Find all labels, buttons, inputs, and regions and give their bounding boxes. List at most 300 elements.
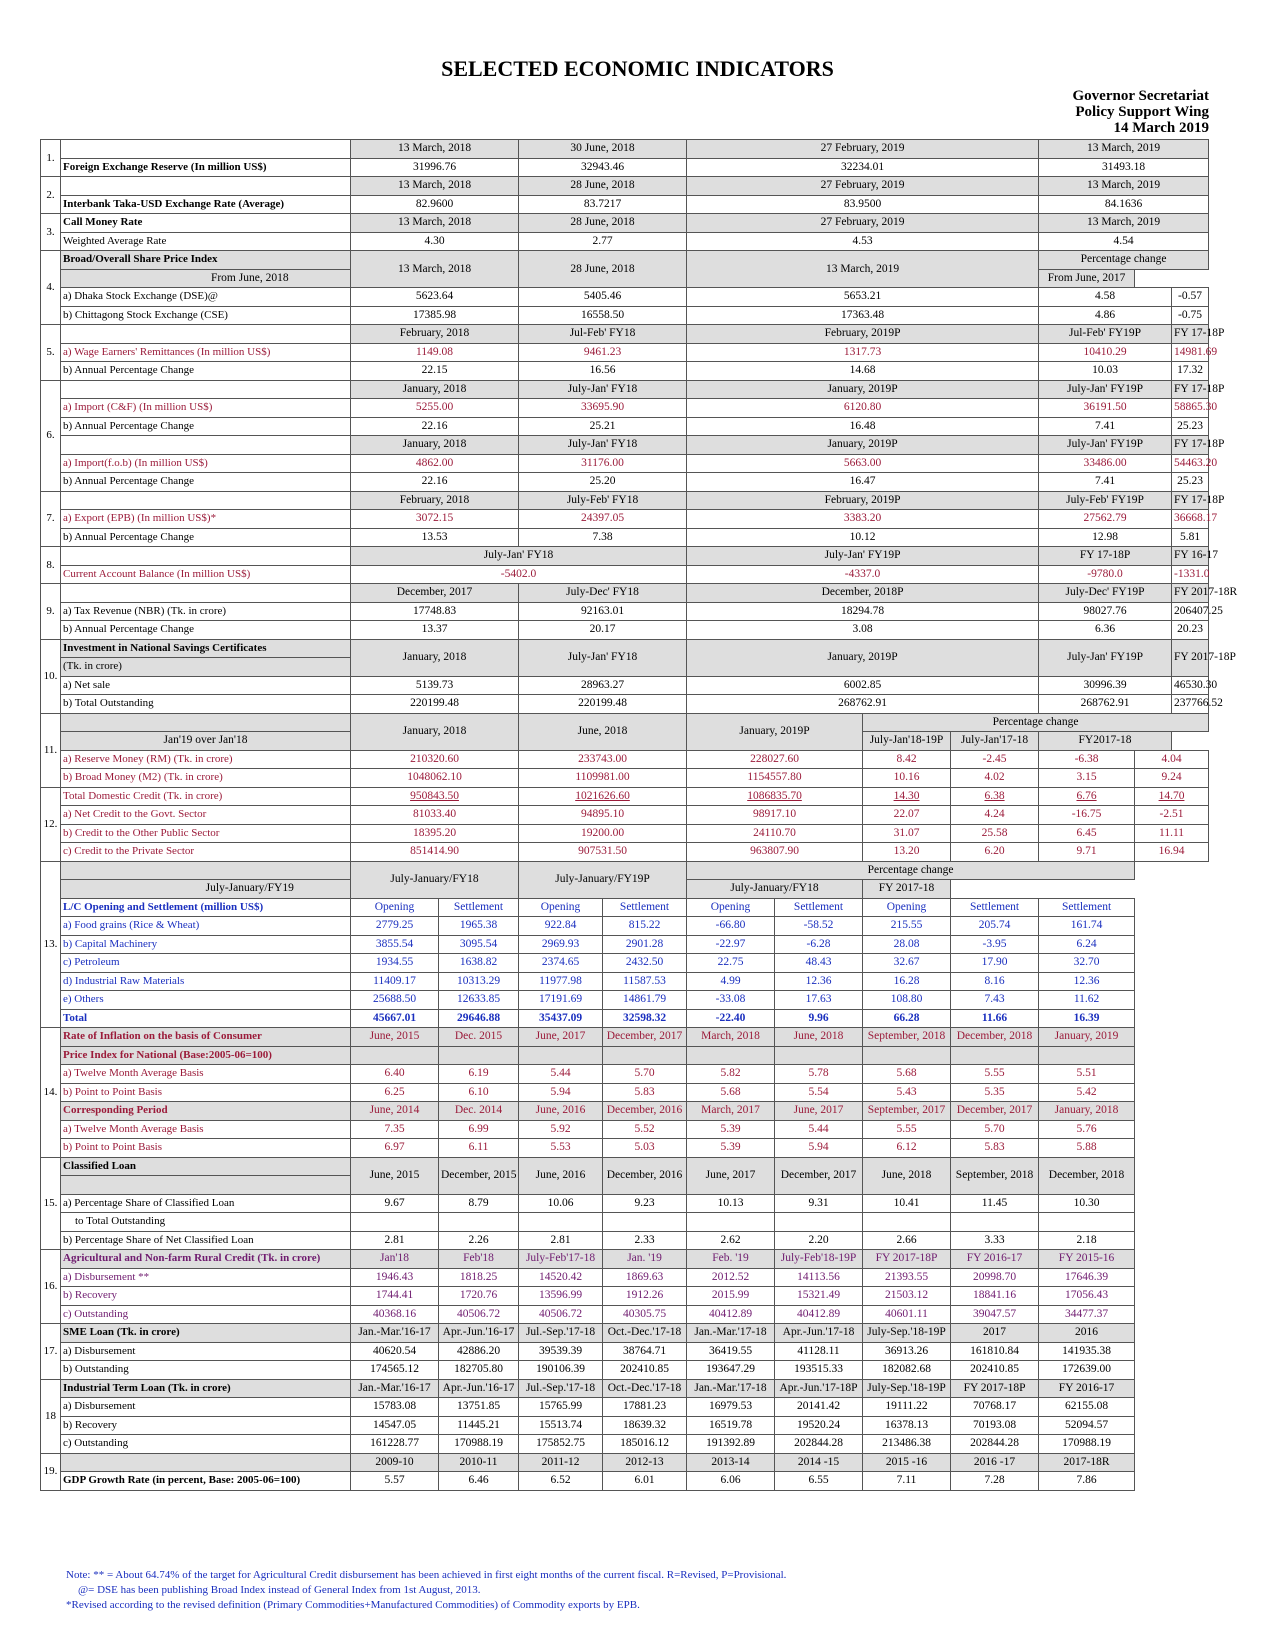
column-header: FY 2017-18P — [951, 1379, 1039, 1398]
table-cell: 170988.19 — [1039, 1435, 1135, 1454]
column-header: July-January/FY18 — [351, 861, 519, 898]
table-cell: 268762.91 — [1039, 695, 1172, 714]
table-cell: 815.22 — [603, 917, 687, 936]
table-cell: 31176.00 — [519, 454, 687, 473]
table-cell: 27562.79 — [1039, 510, 1172, 529]
table-cell: 5405.46 — [519, 288, 687, 307]
section-number: 19. — [41, 1453, 61, 1490]
table-cell: 5255.00 — [351, 399, 519, 418]
table-cell: 5.55 — [951, 1065, 1039, 1084]
column-header: 28 June, 2018 — [519, 214, 687, 233]
table-row — [41, 1157, 1209, 1176]
table-row — [41, 399, 1209, 418]
table-cell: 5.42 — [1039, 1083, 1135, 1102]
column-header: 2011-12 — [519, 1453, 603, 1472]
column-header: Dec. 2014 — [439, 1102, 519, 1121]
table-row — [41, 1268, 1209, 1287]
table-cell: 38764.71 — [603, 1342, 687, 1361]
row-label: to Total Outstanding — [61, 1213, 351, 1232]
table-cell: 182705.80 — [439, 1361, 519, 1380]
table-cell: 31.07 — [863, 824, 951, 843]
section-number: 18 — [41, 1379, 61, 1453]
table-cell: 2.33 — [603, 1231, 687, 1250]
issuer-line-1: Governor Secretariat — [1072, 88, 1209, 104]
row-label: b) Annual Percentage Change — [61, 621, 351, 640]
column-header: FY 2016-17 — [1039, 1379, 1135, 1398]
row-label: b) Recovery — [61, 1287, 351, 1306]
column-header: Percentage change — [1039, 251, 1209, 270]
column-header: Jan.-Mar.'16-17 — [351, 1379, 439, 1398]
table-cell: 2.20 — [775, 1231, 863, 1250]
table-cell: 52094.57 — [1039, 1416, 1135, 1435]
table-cell: 22.75 — [687, 954, 775, 973]
table-cell: 5.39 — [687, 1139, 775, 1158]
row-label: c) Outstanding — [61, 1435, 351, 1454]
table-row — [41, 1009, 1209, 1028]
column-header: February, 2018 — [351, 325, 519, 344]
row-label: a) Disbursement ** — [61, 1268, 351, 1287]
table-cell: 220199.48 — [351, 695, 519, 714]
note-1: Note: ** = About 64.74% of the target for Agricultural Credit disbursement has been achieved in first eight months of the current fiscal. R=Revised, P=Provisional. — [66, 1569, 787, 1581]
column-header: From June, 2017 — [1039, 269, 1135, 288]
table-cell: 36668.17 — [1172, 510, 1209, 529]
table-cell: 2015.99 — [687, 1287, 775, 1306]
table-cell: 6.38 — [951, 787, 1039, 806]
column-header: July-January/FY19P — [519, 861, 687, 898]
table-cell: 1317.73 — [687, 343, 1039, 362]
table-cell: 5.57 — [351, 1472, 439, 1491]
table-cell: 15783.08 — [351, 1398, 439, 1417]
table-cell: 1818.25 — [439, 1268, 519, 1287]
table-cell: 6.52 — [519, 1472, 603, 1491]
table-cell: 36419.55 — [687, 1342, 775, 1361]
column-header: FY 2017-18P — [863, 1250, 951, 1269]
column-header: 27 February, 2019 — [687, 214, 1039, 233]
column-header: September, 2018 — [951, 1157, 1039, 1194]
table-cell: 40368.16 — [351, 1305, 439, 1324]
table-cell: 16.56 — [519, 362, 687, 381]
row-label: Rate of Inflation on the basis of Consumer — [61, 1028, 351, 1047]
table-cell: 963807.90 — [687, 843, 863, 862]
row-label: c) Credit to the Private Sector — [61, 843, 351, 862]
table-cell: Opening — [351, 898, 439, 917]
indicators-table-body — [41, 140, 1238, 1491]
table-cell: 174565.12 — [351, 1361, 439, 1380]
table-cell: 922.84 — [519, 917, 603, 936]
table-cell: 5.70 — [603, 1065, 687, 1084]
table-cell: 6.11 — [439, 1139, 519, 1158]
column-header: 13 March, 2019 — [687, 251, 1039, 288]
table-cell: 185016.12 — [603, 1435, 687, 1454]
table-row — [41, 602, 1209, 621]
section-number: 11. — [41, 713, 61, 787]
table-cell: 30996.39 — [1039, 676, 1172, 695]
column-header: July-Jan'18-19P — [863, 732, 951, 751]
table-cell: 4.53 — [687, 232, 1039, 251]
table-row — [41, 232, 1209, 251]
table-cell: 6120.80 — [687, 399, 1039, 418]
table-cell: 11.45 — [951, 1194, 1039, 1213]
section-number: 3. — [41, 214, 61, 251]
column-header: 2012-13 — [603, 1453, 687, 1472]
table-cell: 161810.84 — [951, 1342, 1039, 1361]
table-cell: 17.90 — [951, 954, 1039, 973]
row-label: Broad/Overall Share Price Index — [61, 251, 351, 270]
table-cell: 21503.12 — [863, 1287, 951, 1306]
table-cell: 3383.20 — [687, 510, 1039, 529]
table-cell: 233743.00 — [519, 750, 687, 769]
column-header: Dec. 2015 — [439, 1028, 519, 1047]
column-header: Jan.-Mar.'16-17 — [351, 1324, 439, 1343]
table-cell: Opening — [863, 898, 951, 917]
table-cell: 3072.15 — [351, 510, 519, 529]
table-cell: 7.38 — [519, 528, 687, 547]
row-label: a) Food grains (Rice & Wheat) — [61, 917, 351, 936]
column-header: 2017-18R — [1039, 1453, 1135, 1472]
column-header: December, 2018 — [1039, 1157, 1135, 1194]
column-header — [687, 1046, 775, 1065]
table-cell: 202410.85 — [951, 1361, 1039, 1380]
table-cell: 6002.85 — [687, 676, 1039, 695]
column-header: July-Jan' FY18 — [351, 547, 687, 566]
table-row — [41, 1139, 1209, 1158]
row-label — [61, 547, 351, 566]
table-cell: 3.15 — [1039, 769, 1135, 788]
row-label: a) Twelve Month Average Basis — [61, 1065, 351, 1084]
table-cell: 5.51 — [1039, 1065, 1135, 1084]
table-row — [41, 1342, 1209, 1361]
table-row — [41, 991, 1209, 1010]
row-label: L/C Opening and Settlement (million US$) — [61, 898, 351, 917]
table-cell: 17.63 — [775, 991, 863, 1010]
table-row — [41, 454, 1209, 473]
row-label: a) Tax Revenue (NBR) (Tk. in crore) — [61, 602, 351, 621]
table-cell: 1154557.80 — [687, 769, 863, 788]
table-cell: 16.48 — [687, 417, 1039, 436]
table-row — [41, 1435, 1209, 1454]
table-cell: 9.24 — [1135, 769, 1209, 788]
row-label — [61, 436, 351, 455]
table-cell: Settlement — [439, 898, 519, 917]
column-header: 2016 — [1039, 1324, 1135, 1343]
table-cell: 6.10 — [439, 1083, 519, 1102]
table-row — [41, 1083, 1209, 1102]
column-header: March, 2017 — [687, 1102, 775, 1121]
table-cell: 5.83 — [603, 1083, 687, 1102]
table-cell: 40506.72 — [439, 1305, 519, 1324]
column-header — [951, 1046, 1039, 1065]
row-label: e) Others — [61, 991, 351, 1010]
column-header: June, 2016 — [519, 1102, 603, 1121]
table-cell: 42886.20 — [439, 1342, 519, 1361]
table-cell: -0.57 — [1172, 288, 1209, 307]
column-header: 2016 -17 — [951, 1453, 1039, 1472]
table-cell: 5.39 — [687, 1120, 775, 1139]
table-cell: 94895.10 — [519, 806, 687, 825]
row-label: (Tk. in crore) — [61, 658, 351, 677]
table-cell: 32.67 — [863, 954, 951, 973]
column-header: FY 17-18P — [1172, 380, 1209, 399]
column-header: July-Jan' FY18 — [519, 639, 687, 676]
column-header: February, 2018 — [351, 491, 519, 510]
table-cell: 5.55 — [863, 1120, 951, 1139]
table-cell: -5402.0 — [351, 565, 687, 584]
column-header: July-Feb'18-19P — [775, 1250, 863, 1269]
row-label: b) Capital Machinery — [61, 935, 351, 954]
row-label: c) Petroleum — [61, 954, 351, 973]
table-cell: 9.67 — [351, 1194, 439, 1213]
column-header: 2013-14 — [687, 1453, 775, 1472]
table-cell: 28.08 — [863, 935, 951, 954]
table-cell: 7.41 — [1039, 473, 1172, 492]
table-cell: 13.53 — [351, 528, 519, 547]
table-row — [41, 639, 1209, 658]
table-cell: 3095.54 — [439, 935, 519, 954]
column-header: Apr.-Jun.'17-18 — [775, 1324, 863, 1343]
table-cell: -22.97 — [687, 935, 775, 954]
table-cell: 1720.76 — [439, 1287, 519, 1306]
column-header: September, 2018 — [863, 1028, 951, 1047]
table-cell: 16.94 — [1135, 843, 1209, 862]
table-cell: 1869.63 — [603, 1268, 687, 1287]
table-cell: 5.81 — [1172, 528, 1209, 547]
column-header: July-Feb' FY18 — [519, 491, 687, 510]
table-cell: 9.23 — [603, 1194, 687, 1213]
table-cell: 7.86 — [1039, 1472, 1135, 1491]
table-cell: 907531.50 — [519, 843, 687, 862]
table-cell: 84.1636 — [1039, 195, 1209, 214]
column-header — [775, 1046, 863, 1065]
table-cell: 7.35 — [351, 1120, 439, 1139]
table-cell: 5.83 — [951, 1139, 1039, 1158]
table-cell: 6.46 — [439, 1472, 519, 1491]
table-cell: 8.79 — [439, 1194, 519, 1213]
table-cell: 202844.28 — [775, 1435, 863, 1454]
row-label — [61, 713, 351, 732]
section-number: 13. — [41, 861, 61, 1028]
table-cell: -0.75 — [1172, 306, 1209, 325]
table-cell: 10.41 — [863, 1194, 951, 1213]
table-cell: 10.16 — [863, 769, 951, 788]
table-cell: 2.18 — [1039, 1231, 1135, 1250]
table-cell: 170988.19 — [439, 1435, 519, 1454]
row-label: a) Export (EPB) (In million US$)* — [61, 510, 351, 529]
table-cell: 205.74 — [951, 917, 1039, 936]
column-header: December, 2017 — [951, 1102, 1039, 1121]
table-cell: 18639.32 — [603, 1416, 687, 1435]
column-header: Oct.-Dec.'17-18 — [603, 1379, 687, 1398]
table-cell: 92163.01 — [519, 602, 687, 621]
table-cell: 20141.42 — [775, 1398, 863, 1417]
column-header: FY 16-17 — [1172, 547, 1209, 566]
column-header: February, 2019P — [687, 491, 1039, 510]
table-row — [41, 528, 1209, 547]
table-cell: 2779.25 — [351, 917, 439, 936]
table-cell: 54463.20 — [1172, 454, 1209, 473]
column-header: Oct.-Dec.'17-18 — [603, 1324, 687, 1343]
table-cell: 40412.89 — [687, 1305, 775, 1324]
table-cell: 6.06 — [687, 1472, 775, 1491]
section-number: 9. — [41, 584, 61, 640]
column-header: December, 2018 — [951, 1028, 1039, 1047]
table-cell: 5653.21 — [687, 288, 1039, 307]
table-cell: 20.23 — [1172, 621, 1209, 640]
table-cell: 6.76 — [1039, 787, 1135, 806]
column-header: 13 March, 2018 — [351, 140, 519, 159]
table-row — [41, 824, 1209, 843]
row-label: a) Import(f.o.b) (In million US$) — [61, 454, 351, 473]
table-cell: 12.98 — [1039, 528, 1172, 547]
row-label: b) Annual Percentage Change — [61, 528, 351, 547]
table-cell: -2.45 — [951, 750, 1039, 769]
table-row — [41, 1453, 1209, 1472]
table-cell: 193647.29 — [687, 1361, 775, 1380]
column-header: July-Jan' FY19P — [1039, 380, 1172, 399]
table-cell: 5.54 — [775, 1083, 863, 1102]
table-cell: 1021626.60 — [519, 787, 687, 806]
table-cell: 16378.13 — [863, 1416, 951, 1435]
table-cell: 13751.85 — [439, 1398, 519, 1417]
table-cell: 19111.22 — [863, 1398, 951, 1417]
column-header: Jan'18 — [351, 1250, 439, 1269]
indicators-table — [40, 139, 1238, 1491]
column-header: December, 2016 — [603, 1102, 687, 1121]
table-cell: 10.03 — [1039, 362, 1172, 381]
column-header: FY 2016-17 — [951, 1250, 1039, 1269]
row-label — [61, 325, 351, 344]
table-cell: 6.01 — [603, 1472, 687, 1491]
table-cell: 24110.70 — [687, 824, 863, 843]
table-row — [41, 547, 1209, 566]
table-cell: 22.07 — [863, 806, 951, 825]
table-cell: 16.39 — [1039, 1009, 1135, 1028]
table-cell: 41128.11 — [775, 1342, 863, 1361]
table-cell: 5.82 — [687, 1065, 775, 1084]
table-cell: 98917.10 — [687, 806, 863, 825]
issuer-date: 14 March 2019 — [1113, 120, 1209, 136]
table-cell: 11587.53 — [603, 972, 687, 991]
table-cell: 33695.90 — [519, 399, 687, 418]
column-header: FY 2017-18P — [1172, 639, 1209, 676]
table-cell: 19200.00 — [519, 824, 687, 843]
column-header: Jul-Feb' FY18 — [519, 325, 687, 344]
table-cell: 25.21 — [519, 417, 687, 436]
row-label: Total — [61, 1009, 351, 1028]
table-cell: 6.25 — [351, 1083, 439, 1102]
table-cell: -33.08 — [687, 991, 775, 1010]
table-cell — [603, 1213, 687, 1232]
table-cell: 62155.08 — [1039, 1398, 1135, 1417]
table-cell: 9.31 — [775, 1194, 863, 1213]
row-label: Price Index for National (Base:2005-06=100) — [61, 1046, 351, 1065]
table-cell: 12.36 — [1039, 972, 1135, 991]
row-label — [61, 861, 351, 880]
table-cell: 17881.23 — [603, 1398, 687, 1417]
table-cell: 13.37 — [351, 621, 519, 640]
table-row — [41, 898, 1209, 917]
table-cell: 12.36 — [775, 972, 863, 991]
table-cell: 6.99 — [439, 1120, 519, 1139]
table-row — [41, 769, 1209, 788]
table-row — [41, 861, 1209, 880]
table-cell: 46530.30 — [1172, 676, 1209, 695]
column-header: 13 March, 2018 — [351, 177, 519, 196]
table-cell: -22.40 — [687, 1009, 775, 1028]
table-cell: 5.03 — [603, 1139, 687, 1158]
table-cell — [775, 1213, 863, 1232]
column-header: FY 17-18P — [1039, 547, 1172, 566]
column-header: June, 2017 — [775, 1102, 863, 1121]
table-cell: 35437.09 — [519, 1009, 603, 1028]
column-header — [603, 1046, 687, 1065]
table-cell: 5.94 — [519, 1083, 603, 1102]
column-header: January, 2019P — [687, 713, 863, 750]
section-number: 1. — [41, 140, 61, 177]
table-cell: 14520.42 — [519, 1268, 603, 1287]
table-cell: 11409.17 — [351, 972, 439, 991]
table-cell: 8.42 — [863, 750, 951, 769]
table-cell: 1744.41 — [351, 1287, 439, 1306]
table-cell: 9461.23 — [519, 343, 687, 362]
table-cell: -58.52 — [775, 917, 863, 936]
column-header: Jan.-Mar.'17-18 — [687, 1379, 775, 1398]
table-cell: 220199.48 — [519, 695, 687, 714]
column-header: 2010-11 — [439, 1453, 519, 1472]
table-cell: 5.76 — [1039, 1120, 1135, 1139]
column-header: 13 March, 2018 — [351, 251, 519, 288]
table-cell: 1965.38 — [439, 917, 519, 936]
column-header — [519, 1046, 603, 1065]
table-cell: -2.51 — [1135, 806, 1209, 825]
table-cell: 4.04 — [1135, 750, 1209, 769]
table-cell: 3.33 — [951, 1231, 1039, 1250]
table-cell: 39539.39 — [519, 1342, 603, 1361]
table-cell: 11.11 — [1135, 824, 1209, 843]
table-cell: 182082.68 — [863, 1361, 951, 1380]
table-cell: 6.45 — [1039, 824, 1135, 843]
column-header: January, 2019P — [687, 380, 1039, 399]
section-number: 14. — [41, 1028, 61, 1158]
table-cell: 10.06 — [519, 1194, 603, 1213]
column-header: FY 17-18P — [1172, 325, 1209, 344]
table-cell: 36913.26 — [863, 1342, 951, 1361]
row-label: a) Wage Earners' Remittances (In million US$) — [61, 343, 351, 362]
table-cell: 15513.74 — [519, 1416, 603, 1435]
table-row — [41, 1194, 1209, 1213]
table-cell: 950843.50 — [351, 787, 519, 806]
table-cell: 24397.05 — [519, 510, 687, 529]
column-header: Apr.-Jun.'16-17 — [439, 1324, 519, 1343]
table-row — [41, 1028, 1209, 1047]
column-header: June, 2018 — [519, 713, 687, 750]
column-header: June, 2015 — [351, 1028, 439, 1047]
table-cell: 14113.56 — [775, 1268, 863, 1287]
column-header: March, 2018 — [687, 1028, 775, 1047]
table-cell: 17191.69 — [519, 991, 603, 1010]
table-cell: 210320.60 — [351, 750, 519, 769]
table-row — [41, 787, 1209, 806]
section-number: 8. — [41, 547, 61, 584]
issuer-line-2: Policy Support Wing — [1075, 104, 1209, 120]
table-cell: 10313.29 — [439, 972, 519, 991]
table-cell: 6.24 — [1039, 935, 1135, 954]
column-header: Feb'18 — [439, 1250, 519, 1269]
table-cell: 175852.75 — [519, 1435, 603, 1454]
table-cell: 7.41 — [1039, 417, 1172, 436]
table-cell — [351, 1213, 439, 1232]
table-cell: 19520.24 — [775, 1416, 863, 1435]
table-row — [41, 288, 1209, 307]
